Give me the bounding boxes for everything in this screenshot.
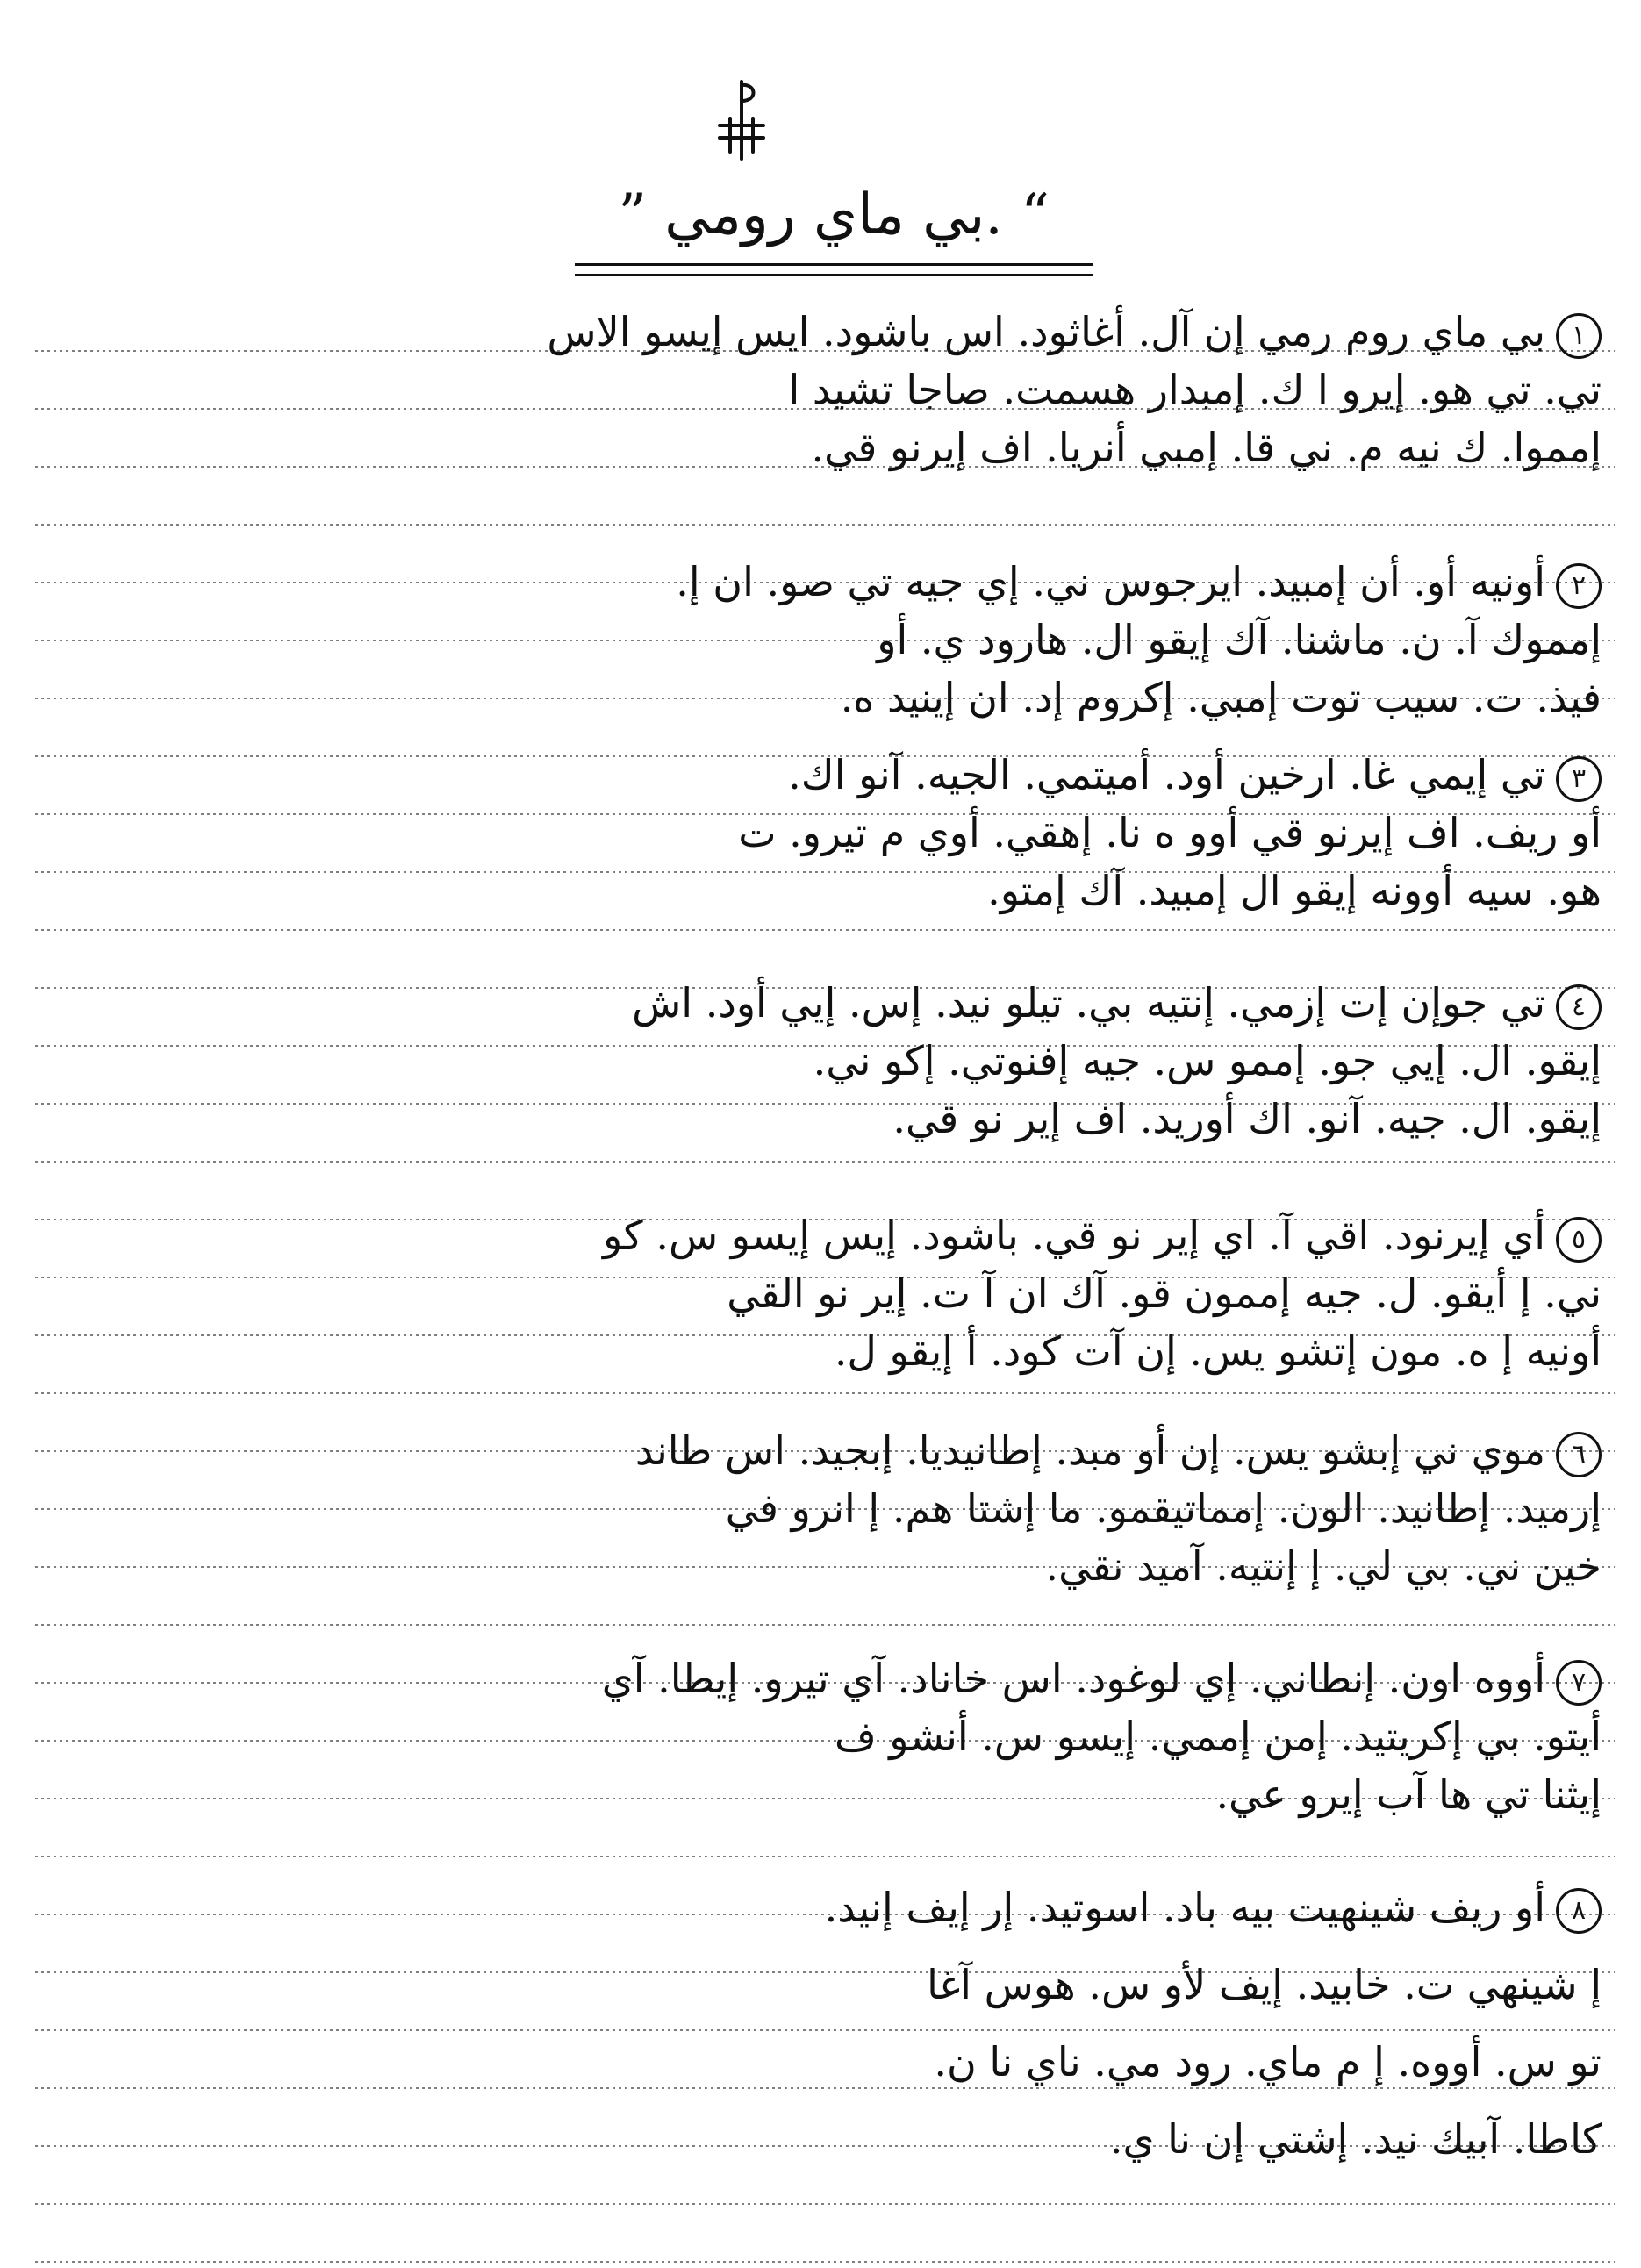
stanza-number: ٢ (1556, 563, 1602, 609)
stanza-3 (31, 746, 1602, 919)
stanza-line: تي إيمي غا. ارخين أود. أميتمي. الجيه. آنو اك. (788, 751, 1545, 798)
stanza-number: ٧ (1556, 1660, 1602, 1706)
title-underline-second (575, 274, 1093, 276)
stanza-number: ٣ (1556, 756, 1602, 802)
stanza-line: تو س. أووه. إ م ماي. رود مي. ناي نا ن. (934, 2038, 1602, 2086)
stanza-line: أونيه إ ه. مون إتشو يس. إن آت كود. أ إيقو ل. (834, 1327, 1602, 1375)
stanza-8 (31, 1869, 1602, 2178)
stanza-line: أو ريف. اف إيرنو قي أوو ه نا. إهقي. أوي م تيرو. ت (738, 809, 1602, 856)
stanza-number: ٥ (1556, 1217, 1602, 1263)
stanza-line: ني. إ أيقو. ل. جيه إممون قو. آك ان آ ت. إير نو القي (727, 1270, 1602, 1317)
stanza-number: ١ (1556, 313, 1602, 359)
stanza-6 (31, 1421, 1602, 1595)
stanza-line: هو. سيه أوونه إيقو ال إمبيد. آك إمتو. (987, 867, 1602, 914)
stanza-line: كاطا. آبيك نيد. إشتي إن نا ي. (1109, 2115, 1602, 2163)
stanza-4 (31, 974, 1602, 1148)
stanza-line: أو ريف شينهيت بيه باد. اسوتيد. إر إيف إنيد. (824, 1884, 1545, 1931)
page-title: “ .بي ماي رومي ” (618, 182, 1050, 247)
stanza-line: إيثنا تي ها آب إيرو عي. (1215, 1771, 1602, 1818)
stanza-line: إرميد. إطانيد. الون. إمماتيقمو. ما إشتا هم. إ انرو في (725, 1485, 1602, 1532)
stanza-line: أووه اون. إنطاني. إي لوغود. اس خاناد. آي تيرو. إيطا. آي (601, 1655, 1545, 1702)
stanza-line: أيتو. بي إكريتيد. إمن إممي. إيسو س. أنشو ف (835, 1713, 1602, 1760)
stanza-line: أونيه أو. أن إمبيد. ايرجوس ني. إي جيه تي صو. ان إ. (676, 558, 1545, 605)
stanza-number: ٨ (1556, 1888, 1602, 1934)
page-title-wrap (562, 171, 1106, 268)
stanza-line: إمموك آ. ن. ماشنا. آك إيقو ال. هارود ي. أو (877, 616, 1602, 663)
stanza-1 (31, 303, 1602, 476)
stanza-7 (31, 1649, 1602, 1823)
stanza-5 (31, 1206, 1602, 1380)
stanza-line: فيذ. ت. سيب توت إمبي. إكروم إد. ان إينيد ه. (840, 674, 1602, 721)
stanza-line: بي ماي روم رمي إن آل. أغاثود. اس باشود. ايس إيسو الاس (547, 308, 1545, 355)
chi-rho-cross-icon (711, 75, 772, 162)
stanza-line: خين ني. بي لي. إ إنتيه. آميد نقي. (1045, 1542, 1602, 1590)
stanza-line: إ شينهي ت. خابيد. إيف لأو س. هوس آغا (927, 1961, 1602, 2008)
stanza-line: إيقو. ال. إيي جو. إممو س. جيه إفنوتي. إكو ني. (813, 1037, 1602, 1084)
stanza-2 (31, 553, 1602, 726)
stanza-line: إيقو. ال. جيه. آنو. اك أوريد. اف إير نو قي. (892, 1095, 1602, 1142)
stanza-line: إمموا. ك نيه م. ني قا. إمبي أنريا. اف إيرنو قي. (811, 424, 1602, 471)
stanza-line: أي إيرنود. اقي آ. اي إير نو قي. باشود. إيس إيسو س. كو (603, 1212, 1545, 1259)
stanza-number: ٤ (1556, 984, 1602, 1030)
stanza-line: تي. تي هو. إيرو ا ك. إمبدار هسمت. صاجا تشيد ا (788, 366, 1602, 413)
stanza-line: موي ني إبشو يس. إن أو مبد. إطانيديا. إبجيد. اس طاند (634, 1427, 1545, 1474)
stanza-number: ٦ (1556, 1432, 1602, 1477)
title-underline (575, 263, 1093, 266)
stanza-line: تي جوإن إت إزمي. إنتيه بي. تيلو نيد. إس. إيي أود. اش (632, 979, 1545, 1027)
